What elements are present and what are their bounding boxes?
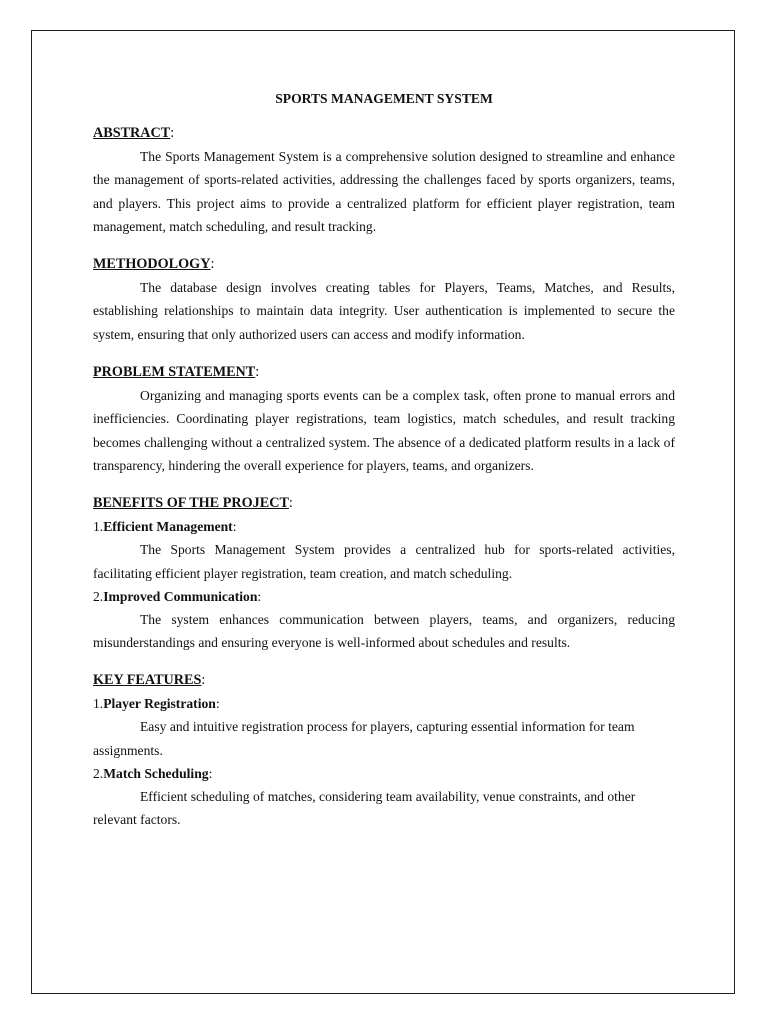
feature-item-title: 1.Player Registration: [93, 696, 220, 712]
abstract-section [93, 121, 675, 238]
benefit-item-title: 2.Improved Communication: [93, 588, 262, 604]
benefits-heading: BENEFITS OF THE PROJECT: [93, 495, 293, 512]
key-features-section [93, 668, 675, 831]
feature-item-text: Efficient scheduling of matches, considering team availability, venue constraints, and other relevant factors. [93, 789, 636, 828]
problem-statement-section [93, 360, 675, 477]
methodology-text: The database design involves creating tables for Players, Teams, Matches, and Results, establishing relationships to maintain data integrity. User authentication is implemented to secure the system, ensuring that only authorized users can access and modify information. [93, 280, 675, 342]
abstract-text: The Sports Management System is a comprehensive solution designed to streamline and enhance the management of sports-related activities, addressing the challenges faced by sports organizers, teams, and players. This project aims to provide a centralized platform for efficient player registration, team management, match scheduling, and result tracking. [93, 149, 675, 234]
document-title: SPORTS MANAGEMENT SYSTEM [275, 91, 493, 106]
document-body [93, 87, 675, 846]
methodology-section [93, 252, 675, 346]
problem-statement-heading: PROBLEM STATEMENT: [93, 364, 260, 381]
key-features-heading: KEY FEATURES: [93, 672, 206, 689]
benefits-section [93, 491, 675, 654]
problem-statement-text: Organizing and managing sports events can be a complex task, often prone to manual errors and inefficiencies. Coordinating player registrations, team logistics, match schedules, and result tracking becomes challenging without a centralized system. The absence of a dedicated platform results in a lack of transparency, hindering the overall experience for players, teams, and organizers. [93, 388, 675, 473]
abstract-heading: ABSTRACT: [93, 125, 175, 141]
feature-item-text: Easy and intuitive registration process for players, capturing essential information for team assignments. [93, 719, 635, 758]
methodology-heading: METHODOLOGY: [93, 256, 215, 273]
feature-item-title: 2.Match Scheduling: [93, 766, 213, 782]
benefit-item-text: The Sports Management System provides a centralized hub for sports-related activities, facilitating efficient player registration, team creation, and match scheduling. [93, 542, 675, 581]
benefit-item-title: 1.Efficient Management: [93, 519, 237, 535]
benefit-item-text: The system enhances communication between players, teams, and organizers, reducing misunderstandings and ensuring everyone is well-informed about schedules and results. [93, 611, 675, 651]
